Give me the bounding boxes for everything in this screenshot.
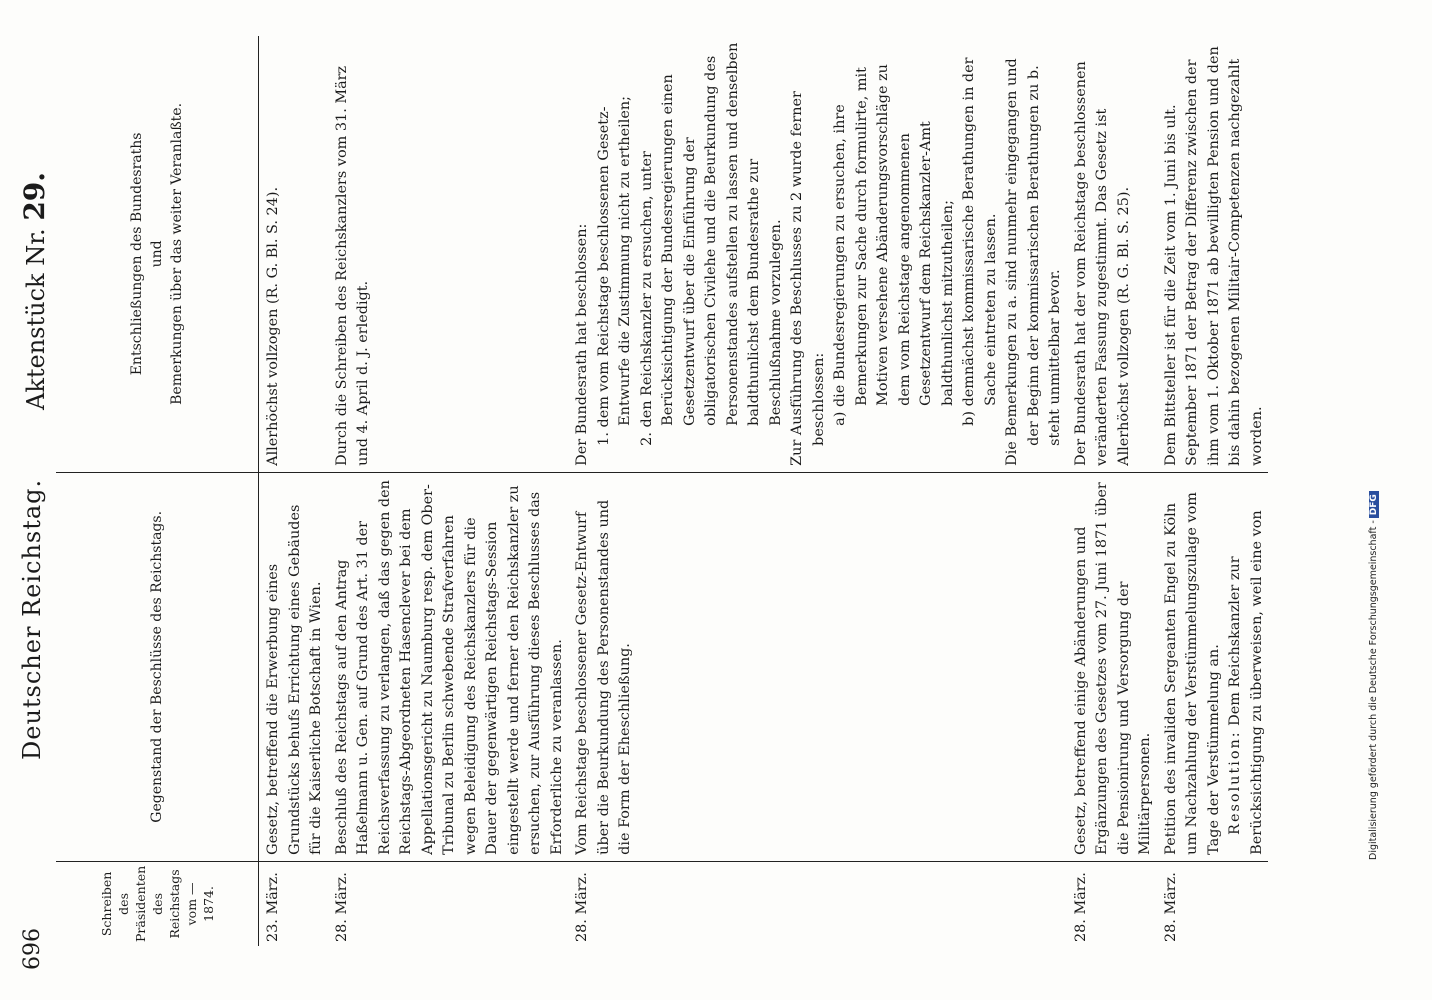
decision-item: 1. dem vom Reichstage beschlossenen Gesetz-Entwurfe die Zustimmung nicht zu ertheilen;	[595, 96, 633, 446]
row-decision	[568, 36, 1067, 472]
digitization-credit	[1368, 120, 1379, 860]
column-header-decisions-line2: und	[149, 240, 165, 268]
column-header-date: Schreiben des Präsidenten des Reichstags vom — 1874.	[56, 861, 259, 946]
aktenstueck-number: 29.	[18, 171, 51, 221]
running-header	[14, 30, 54, 970]
table-row	[568, 36, 1067, 946]
table-row	[1067, 36, 1157, 946]
aktenstueck-label: Aktenstück Nr.	[22, 228, 50, 410]
row-subject: Petition des invaliden Sergeanten Engel zu Köln um Nachzahlung der Verstümmelungszulage vom Tage der Verstümmelung an.	[1162, 492, 1222, 855]
row-date: 28. März.	[328, 861, 569, 946]
row-subject: Gesetz, betreffend die Erwerbung eines Grundstücks behufs Errichtung eines Gebäudes für die Kaiserliche Botschaft in Wien.	[259, 472, 328, 861]
column-header-decisions-line1: Entschließungen des Bundesraths	[129, 132, 145, 376]
row-date: 23. März.	[259, 861, 328, 946]
column-header-subject: Gegenstand der Beschlüsse des Reichstags.	[56, 472, 259, 861]
row-date: 28. März.	[568, 861, 1067, 946]
table-row	[259, 36, 328, 946]
row-date: 28. März.	[1157, 861, 1269, 946]
column-header-decisions	[56, 36, 259, 472]
row-date: 28. März.	[1067, 861, 1157, 946]
resolution-label: Resolution:	[1227, 730, 1243, 835]
aktenstueck-heading	[18, 172, 51, 410]
running-title: Deutscher Reichstag.	[18, 478, 46, 760]
decision-mid: Zur Ausführung des Beschlusses zu 2 wurde ferner beschlossen:	[789, 91, 827, 466]
resolution-text: Dem Reichskanzler zur Berücksichtigung zu überweisen, weil eine von	[1227, 510, 1265, 855]
decision-subitem: b) demnächst kommissarische Berathungen in der Sache eintreten zu lassen.	[961, 57, 999, 426]
row-subject: Vom Reichstage beschlossener Gesetz-Entwurf über die Beurkundung des Personenstandes und die Form der Eheschließung.	[568, 472, 1067, 861]
table-header-row	[56, 36, 259, 946]
decision-end: Die Bemerkungen zu a. sind nunmehr eingegangen und der Beginn der kommissarischen Berathungen zu b. steht unmittelbar bevor.	[1004, 58, 1063, 466]
row-decision: Dem Bittsteller ist für die Zeit vom 1. Juni bis ult. September 1871 der Betrag der Differenz zwischen der ihm vom 1. Oktober 1871 ab bewilligten Pension und den bis dahin bezogenen Militair-Competenzen nachgezahlt worden.	[1162, 46, 1265, 466]
dfg-logo: DFG	[1369, 491, 1379, 518]
row-decision: Durch die Schreiben des Reichskanzlers vom 31. März und 4. April d. J. erledigt.	[333, 65, 371, 466]
table-row	[1157, 36, 1269, 946]
row-subject-cell	[1157, 472, 1269, 861]
row-decision: Allerhöchst vollzogen (R. G. Bl. S. 24).	[265, 186, 281, 466]
row-subject: Gesetz, betreffend einige Abänderungen und Ergänzungen des Gesetzes vom 27. Juni 1871 über die Pensionirung und Versorgung der Militärpersonen.	[1067, 472, 1157, 861]
decision-subitem: a) die Bundesregierungen zu ersuchen, ihre Bemerkungen zur Sache durch formulirte, mit Motiven versehene Abänderungsvorschläge zu dem vom Reichstage angenommenen Gesetzentwurf dem Reichskanzler-Amt baldthunlichst mitzutheilen;	[832, 64, 956, 426]
credit-text: Digitalisierung gefördert durch die Deutsche Forschungsgemeinschaft -	[1368, 520, 1379, 860]
row-subject: Beschluß des Reichstags auf den Antrag Haßelmann u. Gen. auf Grund des Art. 31 der Reichsverfassung zu verlangen, daß das gegen den Reichstags-Abgeordneten Hasenclever bei dem Appellationsgericht zu Naumburg resp. dem Ober-Tribunal zu Berlin schwebende Strafverfahren wegen Beleidigung des Reichskanzlers für die Dauer der gegenwärtigen Reichstags-Session eingestellt werde und ferner den Reichskanzler zu ersuchen, zur Ausführung dieses Beschlusses das Erforderliche zu veranlassen.	[328, 472, 569, 861]
decision-intro: Der Bundesrath hat beschlossen:	[574, 223, 590, 466]
proceedings-table	[56, 36, 1268, 946]
column-header-decisions-line3: Bemerkungen über das weiter Veranlaßte.	[169, 102, 185, 405]
decision-item: 2. den Reichskanzler zu ersuchen, unter Berücksichtigung der Bundesregierungen einen Gesetzentwurf über die Einführung der obligatorischen Civilehe und die Beurkundung des Personenstandes aufstellen zu lassen und denselben baldthunlichst dem Bundesrathe zur Beschlußnahme vorzulegen.	[638, 42, 784, 446]
row-decision: Der Bundesrath hat der vom Reichstage beschlossenen veränderten Fassung zugestimmt. Das Gesetz ist Allerhöchst vollzogen (R. G. Bl. S. 25).	[1072, 61, 1132, 466]
table-row	[328, 36, 569, 946]
page-number: 696	[20, 928, 45, 970]
